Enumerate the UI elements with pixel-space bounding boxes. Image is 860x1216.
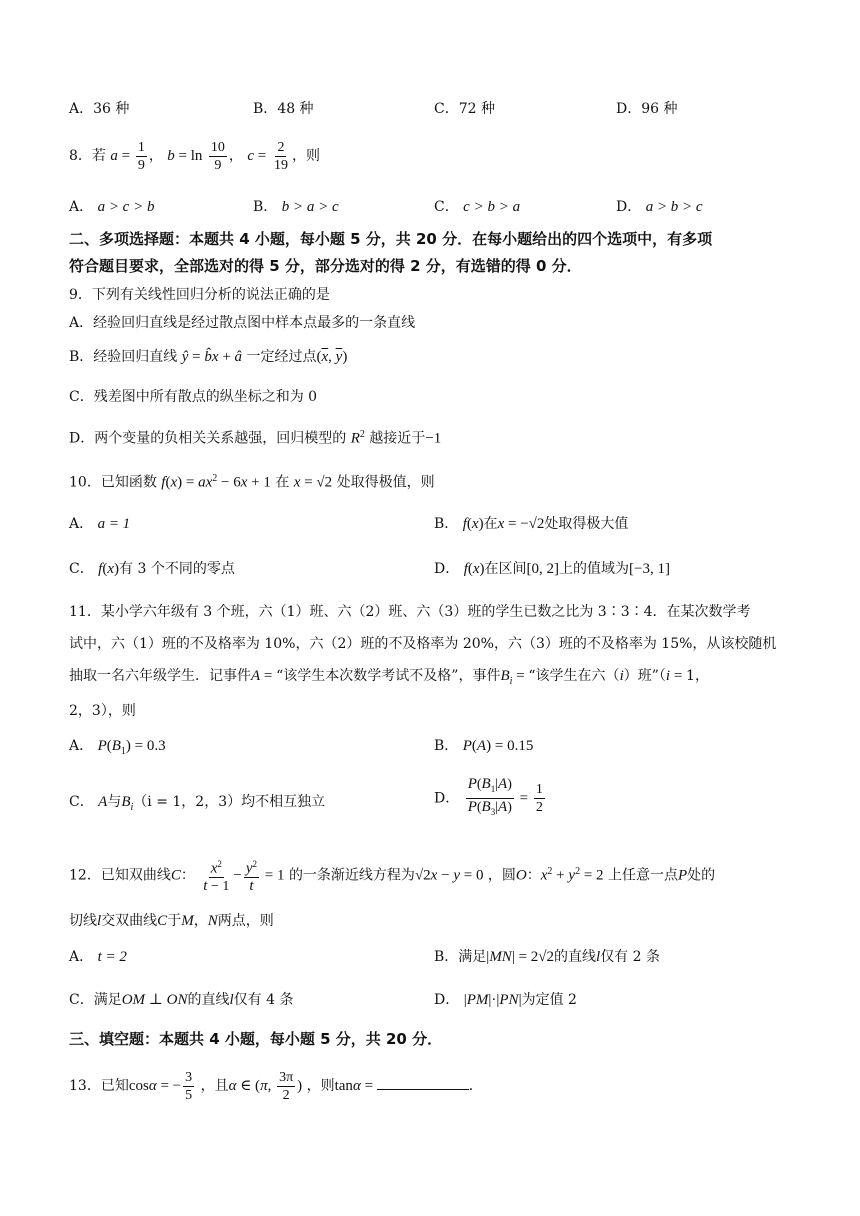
- answer-blank[interactable]: [377, 1075, 469, 1090]
- q7-option-d: D．96 种: [616, 101, 678, 117]
- q11-option-a: A． $P(B_1) = 0.3$: [69, 738, 166, 757]
- question-8: 8．若 a = $\frac{1}{9}$ ， b = ln $\frac{10}{9}$ ， c = $\frac{2}{19}$ ，则: [69, 139, 320, 173]
- fraction-c: $\frac{2}{19}$: [273, 139, 288, 173]
- q12-stem: 12．已知双曲线C： $\frac{x^2}{t - 1}$ − $\frac{y^2}{t}$ = 1 的一条渐近线方程为√2x − y = 0 ，圆O：$x^2 + y^2 = 2$ 上任意一点P处的: [69, 852, 715, 896]
- q10-option-d: D． f(x)在区间[0, 2]上的值域为[−3, 1]: [434, 561, 670, 577]
- q10-option-a: A． a = 1: [69, 516, 131, 532]
- q12-option-b: B．满足|MN| = 2√2的直线l仅有 2 条: [434, 949, 660, 965]
- q12-option-d: D． |PM|·|PN|为定值 2: [434, 992, 577, 1008]
- q11-option-d: D． $\frac{P(B_1|A)}{P(B_3|A)}$ = $\frac{1}{2}$: [434, 776, 543, 817]
- q10-option-c: C． f(x)有 3 个不同的零点: [69, 561, 235, 577]
- q11-line4: 2，3），则: [69, 703, 136, 719]
- fraction-a: $\frac{1}{9}$: [137, 139, 145, 173]
- q10-stem: 10．已知函数 $f(x) = ax^2 - 6x + 1$ 在 x = √2 处取得极值，则: [69, 473, 435, 491]
- q7-option-c: C．72 种: [434, 101, 495, 117]
- q8-prefix: 8．若: [69, 148, 106, 164]
- q9-option-c: C．残差图中所有散点的纵坐标之和为 0: [69, 389, 318, 405]
- q8-tail: ，则: [291, 148, 320, 164]
- q9-option-a: A．经验回归直线是经过散点图中样本点最多的一条直线: [69, 315, 416, 331]
- fraction-b: $\frac{10}{9}$: [210, 139, 225, 173]
- section-3-title: 三、填空题：本题共 4 小题，每小题 5 分，共 20 分．: [69, 1030, 443, 1048]
- q8-option-d: D． a > b > c: [616, 199, 703, 215]
- q13-stem: 13．已知cosα = − $\frac{3}{5}$ ，且α ∈ (π, $\frac{3\pi}{2}$ ) ，则tanα = ．: [69, 1069, 483, 1103]
- q12-option-a: A． t = 2: [69, 949, 127, 965]
- q9-stem: 9．下列有关线性回归分析的说法正确的是: [69, 287, 330, 303]
- q8-option-a: A． a > c > b: [69, 199, 155, 215]
- q7-option-a: A．36 种: [69, 101, 130, 117]
- q8-option-c: C． c > b > a: [434, 199, 521, 215]
- q11-line1: 11．某小学六年级有 3 个班，六（1）班、六（2）班、六（3）班的学生已数之比为 3∶3∶4．在某次数学考: [69, 604, 751, 620]
- q11-line3: 抽取一名六年级学生．记事件A = “该学生本次数学考试不及格”，事件$B_i$ = “该学生在六（i）班”（i = 1，: [69, 668, 709, 687]
- q7-option-b: B．48 种: [253, 101, 314, 117]
- q11-line2: 试中，六（1）班的不及格率为 10%，六（2）班的不及格率为 20%，六（3）班的不及格率为 15%，从该校随机: [69, 636, 777, 652]
- section-2-line1: 二、多项选择题：本题共 4 小题，每小题 5 分，共 20 分．在每小题给出的四个选项中，有多项: [69, 230, 713, 248]
- q12-option-c: C．满足OM ⊥ ON的直线l仅有 4 条: [69, 992, 294, 1008]
- q11-option-c: C． A与$B_i(i = 1$，2，3）均不相互独立: [69, 794, 326, 813]
- q12-line2: 切线l交双曲线C于M，N两点，则: [69, 913, 274, 929]
- q9-option-d: D．两个变量的负相关关系越强，回归模型的 $R^2$ 越接近于−1: [69, 429, 442, 447]
- section-2-line2: 符合题目要求，全部选对的得 5 分，部分选对的得 2 分，有选错的得 0 分．: [69, 257, 582, 275]
- q8-option-b: B． b > a > c: [253, 199, 339, 215]
- q11-option-b: B． P(A) = 0.15: [434, 738, 534, 754]
- q9-option-b: B．经验回归直线 ŷ = b̂x + â 一定经过点($\overline{x}$, $\overline{y}$): [69, 349, 348, 365]
- q10-option-b: B． f(x)在x = −√2处取得极大值: [434, 516, 629, 532]
